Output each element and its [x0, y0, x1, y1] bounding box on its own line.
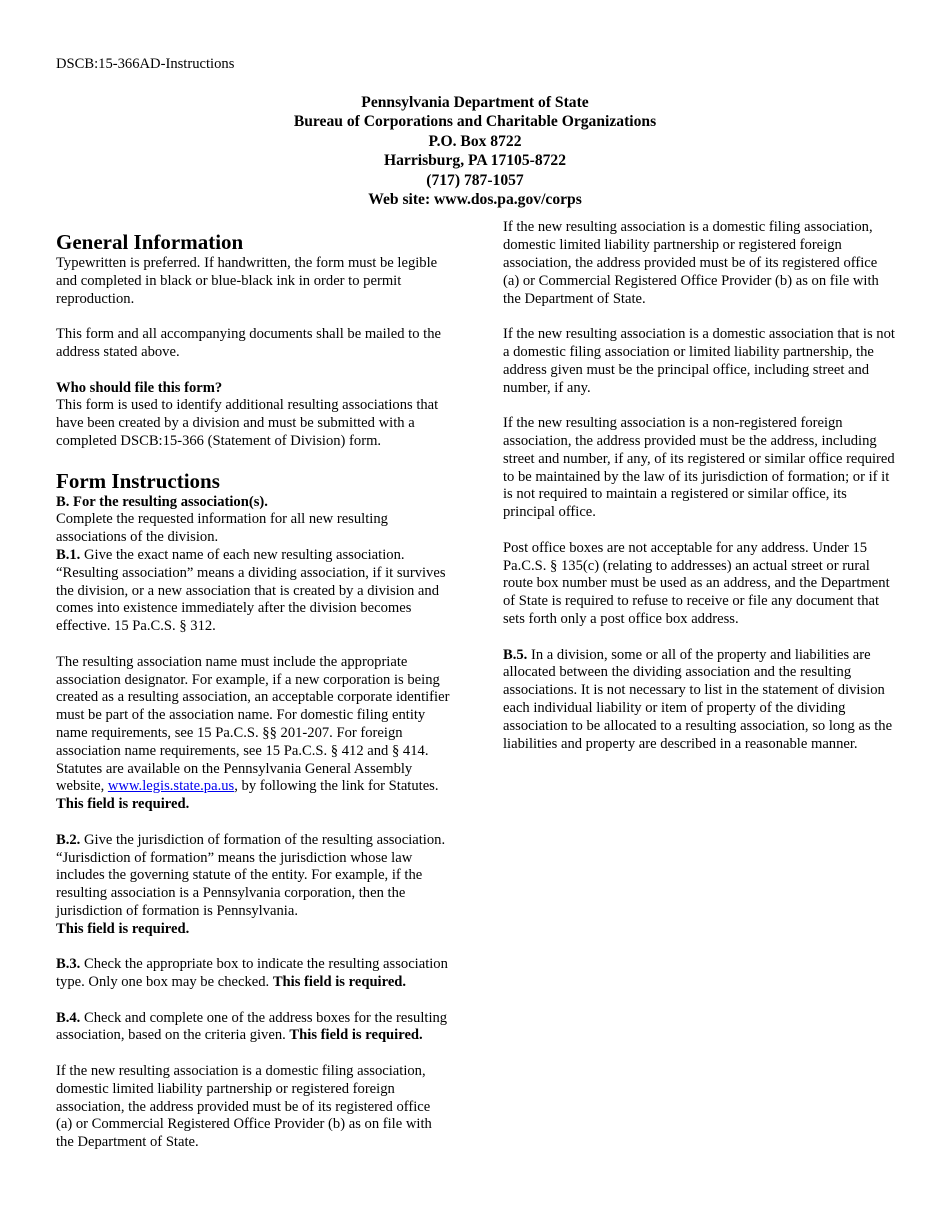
address-rule-1-text: If the new resulting association is a domestic filing association, domestic limited liability partnership or registered foreign association, the address provided must be of its registered office (a) or Commercial Registered Office Provider (b) as on file with the Department of State.: [56, 1063, 432, 1151]
b4-paragraph: [56, 1010, 450, 1046]
header-po-box: P.O. Box 8722: [428, 132, 522, 150]
b4-label: B.4.: [56, 1009, 81, 1026]
who-should-file-heading: Who should file this form?: [56, 379, 223, 396]
header-agency: Pennsylvania Department of State: [361, 94, 589, 111]
general-info-p2: This form and all accompanying documents shall be mailed to the address stated above.: [56, 326, 442, 360]
address-rule-1-start: [56, 1063, 450, 1151]
address-rule-3: If the new resulting association is a non-registered foreign association, the address provided must be the address, including street and number, if any, of its registered or similar office required to be maintained by the law of its jurisdiction of formation; or if it is not required to maintain a registered or similar office, its principal office.: [503, 415, 895, 521]
b1-label: B.1.: [56, 546, 81, 563]
b3-text: Check the appropriate box to indicate the resulting association type. Only one box may be checked.: [56, 956, 448, 991]
b5-paragraph: [503, 647, 898, 754]
section-b-text: Complete the requested information for all new resulting associations of the division.: [56, 511, 388, 546]
address-rule-1-text-continued: If the new resulting association is a domestic filing association, domestic limited liability partnership or registered foreign association, the address provided must be of its registered office (a) or Commercial Registered Office Provider (b) as on file with the Department of State.: [503, 219, 879, 307]
header-phone: (717) 787-1057: [426, 171, 524, 189]
b2-paragraph: [56, 832, 450, 939]
address-rule-2: If the new resulting association is a domestic association that is not a domestic filing association or limited liability partnership, the address given must be the principal office, including street and number, if any.: [503, 326, 895, 396]
b5-label: B.5.: [503, 646, 528, 663]
required-note: This field is required.: [289, 1027, 423, 1044]
header-website: Web site: www.dos.pa.gov/corps: [368, 191, 582, 209]
name-requirements-text-after: , by following the link for Statutes.: [234, 778, 439, 795]
b5-text: In a division, some or all of the property and liabilities are allocated between the dividing association and the resulting associations. It is not necessary to list in the statement of division each individual liability or item of property of the dividing association to be allocated to a resulting association, so long as the liabilities and property are described in a reasonable manner.: [503, 646, 893, 752]
right-column: [503, 219, 898, 753]
section-b-heading: B. For the resulting association(s).: [56, 493, 268, 510]
left-column: [56, 230, 450, 1151]
form-id: DSCB:15-366AD-Instructions: [56, 56, 235, 72]
name-requirements-paragraph: [56, 654, 450, 814]
legis-link[interactable]: www.legis.state.pa.us: [107, 778, 235, 795]
form-instructions-heading: Form Instructions: [56, 468, 220, 493]
b3-paragraph: [56, 956, 450, 992]
address-rule-1-continued: [503, 219, 897, 308]
general-info-heading: General Information: [56, 230, 244, 254]
b3-label: B.3.: [56, 956, 81, 973]
agency-header: [0, 93, 950, 209]
header-bureau: Bureau of Corporations and Charitable Organizations: [293, 113, 657, 131]
b2-text: Give the jurisdiction of formation of the resulting association. “Jurisdiction of formation” means the jurisdiction whose law includes the governing statute of the entity. For example, if the resulting association is a Pennsylvania corporation, then the jurisdiction of formation is Pennsylvania.: [56, 831, 446, 919]
header-city: Harrisburg, PA 17105-8722: [383, 152, 567, 170]
b1-paragraph: [56, 547, 450, 636]
general-info-p1: Typewritten is preferred. If handwritten, the form must be legible and completed in black or blue-black ink in order to permit reproduction.: [56, 255, 438, 307]
who-should-file-text: This form is used to identify additional resulting associations that have been created by a division and must be submitted with a completed DSCB:15-366 (Statement of Division) form.: [56, 397, 439, 449]
b1-text: Give the exact name of each new resulting association. “Resulting association” means a dividing association, if it survives the division, or a new association that is created by a division and comes into existence immediately after the division becomes effective. 15 Pa.C.S. § 312.: [56, 546, 446, 635]
b2-label: B.2.: [56, 831, 81, 848]
b4-text: Check and complete one of the address boxes for the resulting association, based on the criteria given.: [56, 1009, 448, 1044]
required-note: This field is required.: [56, 796, 190, 813]
required-note: This field is required.: [56, 920, 190, 937]
po-box-rule: Post office boxes are not acceptable for any address. Under 15 Pa.C.S. § 135(c) (relating to addresses) an actual street or rural route box number must be used as an address, and the Department of State is required to refuse to receive or file any document that sets forth only a post office box address.: [503, 539, 890, 627]
name-requirements-text: The resulting association name must include the appropriate association designator. For example, if a new corporation is being created as a resulting association, an acceptable corporate identifier must be part of the association name. For domestic filing entity name requirements, see 15 Pa.C.S. §§ 201-207. For foreign association name requirements, see 15 Pa.C.S. § 412 and § 414. Statutes are available on the Pennsylvania General Assembly website,: [56, 653, 450, 795]
required-note: This field is required.: [272, 974, 407, 991]
